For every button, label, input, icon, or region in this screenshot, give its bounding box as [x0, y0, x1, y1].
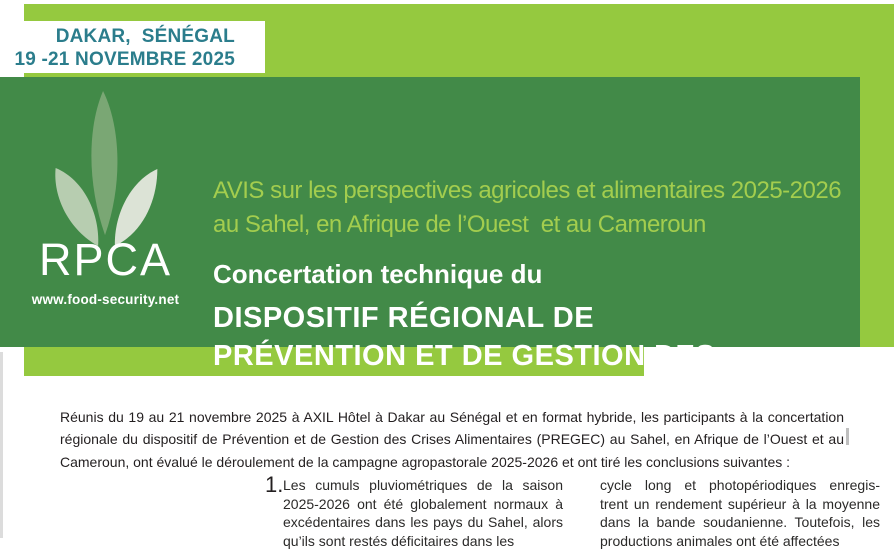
left-col-line-1: Les cumuls pluviométriques de la saison: [283, 477, 563, 493]
intro-line-1: Réunis du 19 au 21 novembre 2025 à AXIL Hôtel à Dakar au Sénégal et en format hybride, les participants à la concertation: [60, 409, 844, 425]
event-dates: 19 -21 NOVEMBRE 2025: [14, 49, 235, 70]
right-col-line-3: dans la bande soudanienne. Toutefois, les: [600, 514, 880, 531]
event-date-box: [5, 21, 265, 73]
banner-subtitle: Concertation technique du: [213, 259, 543, 289]
left-col-line-4-clipped: qu’ils sont restés déficitaires dans les: [283, 533, 515, 550]
title-line-3: CRISES ALIMENTAIRES (PREGEC): [213, 378, 708, 410]
intro-line-2: régionale du dispositif de Prévention et de Gestion des Crises Alimentaires (PREGEC) au Sahel, en Afrique de l’Ouest et au: [60, 431, 844, 448]
rpca-acronym: RPCA: [38, 234, 173, 285]
header-banner: [0, 77, 860, 410]
avis-line-1: AVIS sur les perspectives agricoles et alimentaires 2025-2026: [213, 177, 842, 204]
right-col-line-2: trent un rendement supérieur à la moyenne: [600, 495, 880, 512]
page-edge-shadow: [0, 352, 3, 538]
rpca-logo: [28, 89, 183, 307]
list-item-number: 1.: [265, 472, 284, 497]
title-line-1: DISPOSITIF RÉGIONAL DE: [213, 302, 595, 334]
banner-main-title: [213, 299, 715, 413]
left-col-line-2: 2025-2026 ont été globalement normaux à: [283, 495, 563, 512]
title-line-2: PRÉVENTION ET DE GESTION DES: [213, 340, 716, 372]
avis-line-2: au Sahel, en Afrique de l’Ouest et au Cameroun: [213, 211, 706, 238]
right-col-line-1: cycle long et photopériodiques enregis-: [600, 477, 880, 493]
rpca-website-link[interactable]: www.food-security.net: [31, 292, 180, 307]
avis-heading: [213, 174, 841, 242]
left-col-line-3: excédentaires dans les pays du Sahel, alors: [283, 514, 563, 531]
event-location: DAKAR, SÉNÉGAL: [55, 26, 235, 47]
item1-left-column: [283, 476, 563, 551]
item1-right-column: [600, 476, 880, 551]
right-col-line-4-clipped: productions animales ont été affectées: [600, 533, 840, 550]
text-cursor-artifact: [846, 428, 849, 445]
intro-paragraph: [60, 406, 844, 473]
intro-line-3: Cameroun, ont évalué le déroulement de la campagne agropastorale 2025-2026 et ont tiré les conclusions suivantes :: [60, 453, 791, 470]
rpca-leaf-icon: [31, 89, 181, 247]
